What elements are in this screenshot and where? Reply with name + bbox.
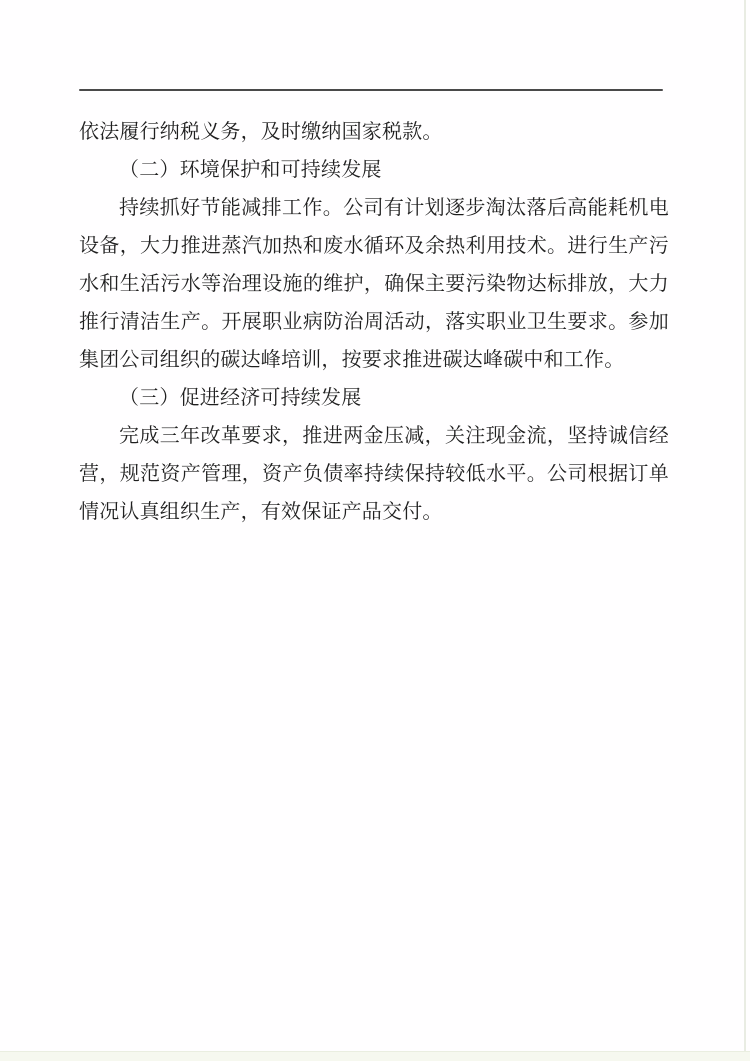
- scan-edge-bottom: [0, 1051, 750, 1061]
- paragraph-environment: 持续抓好节能减排工作。公司有计划逐步淘汰落后高能耗机电设备，大力推进蒸汽加热和废水循环及余热利用技术。进行生产污水和生活污水等治理设施的维护，确保主要污染物达标排放，大力推行清洁生产。开展职业病防治周活动，落实职业卫生要求。参加集团公司组织的碳达峰培训，按要求推进碳达峰碳中和工作。: [79, 195, 669, 371]
- paragraph-continuation: 依法履行纳税义务，及时缴纳国家税款。: [79, 119, 443, 143]
- section-heading-3: （三）促进经济可持续发展: [119, 385, 362, 409]
- document-content: [79, 112, 669, 530]
- header-rule: [79, 89, 663, 91]
- paragraph-economy: 完成三年改革要求，推进两金压减，关注现金流，坚持诚信经营，规范资产管理，资产负债率持续保持较低水平。公司根据订单情况认真组织生产，有效保证产品交付。: [79, 423, 669, 523]
- section-heading-2: （二）环境保护和可持续发展: [119, 157, 382, 181]
- scan-edge-right: [744, 0, 746, 1061]
